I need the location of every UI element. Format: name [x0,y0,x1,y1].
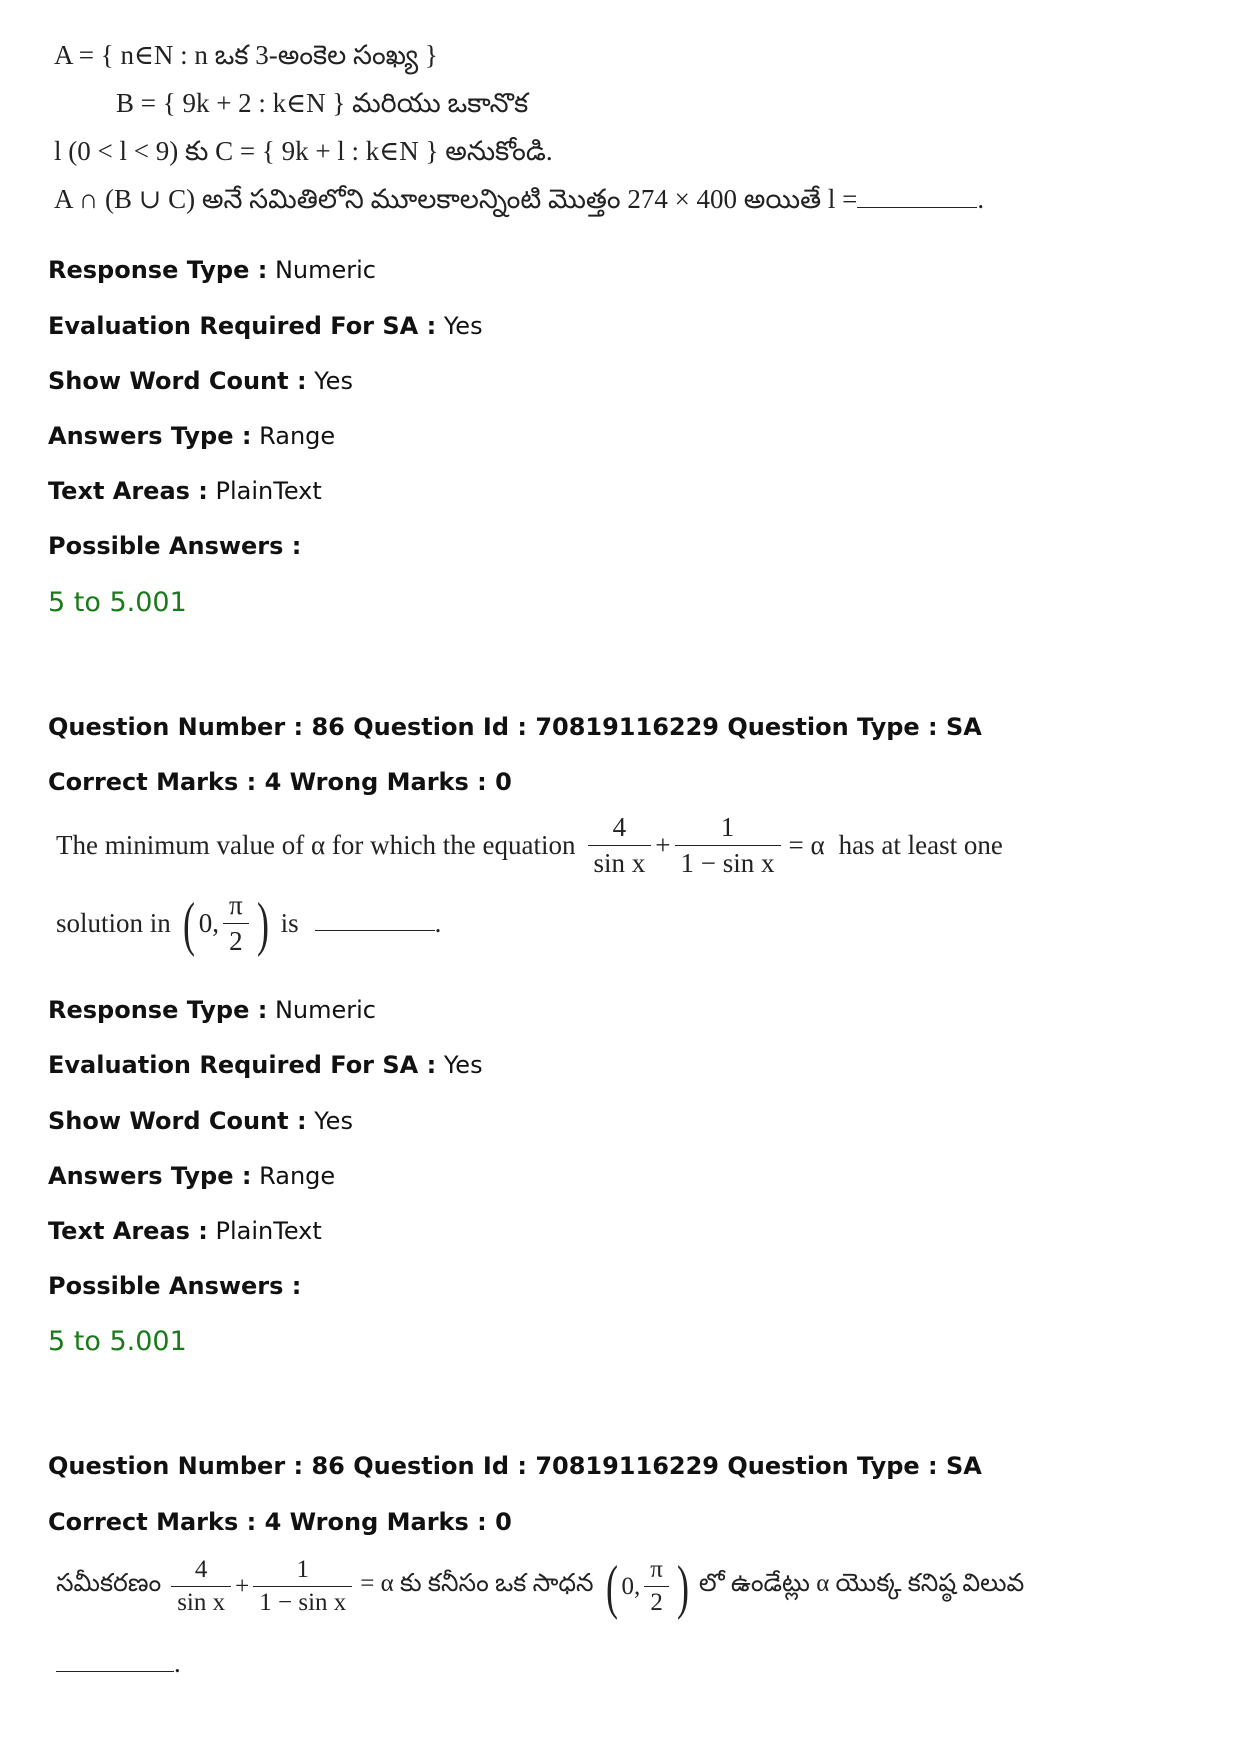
word-count-label: Show Word Count : [48,1107,307,1135]
response-type-label: Response Type : [48,996,268,1024]
fraction-numerator: 1 [675,812,781,846]
answers-type-value: Range [259,1162,336,1190]
possible-answers-label: Possible Answers : [48,532,302,560]
show-word-count-row [48,366,353,396]
question-statement-text: A ∩ (B ∪ C) అనే సమితిలోని మూలకాలన్నింటి మొత్తం 274 × 400 అయితే l = [54,184,858,214]
response-type-value: Numeric [274,996,376,1024]
question-marks: Correct Marks : 4 Wrong Marks : 0 [48,1508,512,1536]
response-type-label: Response Type : [48,256,268,284]
fraction-pi-over-two [644,1556,669,1617]
evaluation-required-row [48,1050,483,1080]
right-paren: ) [256,890,269,957]
text-areas-label: Text Areas : [48,1217,208,1245]
question-marks: Correct Marks : 4 Wrong Marks : 0 [48,768,512,796]
word-count-value: Yes [314,1107,353,1135]
interval-left-value: 0, [621,1572,641,1600]
word-count-value: Yes [314,367,353,395]
fraction-four-over-sinx [171,1556,231,1617]
telugu-question-end: లో ఉండేట్లు α యొక్క కనిష్ఠ విలువ [698,1569,1025,1597]
evaluation-label: Evaluation Required For SA : [48,312,437,340]
evaluation-label: Evaluation Required For SA : [48,1051,437,1079]
word-count-label: Show Word Count : [48,367,307,395]
response-type-row [48,255,376,285]
text-areas-value: PlainText [215,477,322,505]
fraction-one-over-one-minus-sinx [675,812,781,879]
answers-type-label: Answers Type : [48,422,252,450]
set-definition-a: A = { n∈N : n ఒక 3-అంకెల సంఖ్య } [54,40,438,70]
question-solution-text: solution in [56,908,171,938]
answer-blank [857,185,977,208]
open-interval [179,890,273,957]
fraction-pi-over-two [223,890,249,957]
right-paren: ) [676,1553,689,1620]
fraction-denominator: sin x [177,1589,226,1616]
fraction-denominator: 1 − sin x [680,848,775,878]
plus-sign: + [655,830,671,860]
text-areas-label: Text Areas : [48,477,208,505]
answer-blank [56,1653,174,1672]
answer-blank [315,916,435,931]
fraction-numerator: 4 [171,1556,231,1587]
text-areas-row [48,476,322,506]
possible-answers-label: Possible Answers : [48,1272,302,1300]
evaluation-value: Yes [443,312,483,340]
question-statement-line [54,184,984,222]
interval-left-value: 0, [198,908,219,938]
answers-type-row [48,421,335,451]
answers-type-value: Range [259,422,336,450]
telugu-question-line [56,1553,1025,1620]
question-header: Question Number : 86 Question Id : 70819116229 Question Type : SA [48,1452,982,1480]
evaluation-value: Yes [443,1051,483,1079]
fraction-one-over-one-minus-sinx [253,1556,352,1617]
response-type-row [48,995,376,1025]
question-is-text: is [280,908,299,938]
fraction-numerator: 4 [588,812,652,846]
fraction-denominator: 2 [650,1589,663,1616]
possible-answer-value: 5 to 5.001 [48,587,187,618]
left-paren: ( [605,1553,618,1620]
evaluation-required-row [48,311,483,341]
response-type-value: Numeric [274,256,376,284]
text-areas-row [48,1216,322,1246]
statement-period: . [174,1648,181,1678]
statement-period: . [434,908,442,938]
telugu-question-start: సమీకరణం [56,1569,162,1597]
plus-sign: + [235,1572,250,1600]
set-definition-c: l (0 < l < 9) కు C = { 9k + l : k∈N } అనుకోండి. [54,136,553,166]
possible-answers-row [48,531,301,561]
telugu-answer-blank-line [56,1648,181,1679]
question-interval-line [56,890,441,957]
question-header: Question Number : 86 Question Id : 70819116229 Question Type : SA [48,713,982,741]
equals-alpha: = α [788,830,825,860]
fraction-four-over-sinx [588,812,652,879]
answers-type-row [48,1161,335,1191]
left-paren: ( [182,890,195,957]
fraction-numerator: π [644,1556,669,1587]
possible-answer-value: 5 to 5.001 [48,1326,187,1357]
answers-type-label: Answers Type : [48,1162,252,1190]
show-word-count-row [48,1106,353,1136]
fraction-denominator: 2 [229,926,243,956]
question-equation-line [56,812,1003,879]
fraction-denominator: 1 − sin x [259,1589,347,1616]
fraction-numerator: π [223,890,249,924]
fraction-numerator: 1 [253,1556,352,1587]
question-text-end: has at least one [838,830,1003,860]
open-interval [602,1553,693,1620]
fraction-denominator: sin x [593,848,646,878]
text-areas-value: PlainText [215,1217,322,1245]
set-definition-b: B = { 9k + 2 : k∈N } మరియు ఒకానొక [116,88,529,118]
telugu-question-middle: = α కు కనీసం ఒక సాధన [360,1569,594,1597]
possible-answers-row [48,1271,301,1301]
question-text-start: The minimum value of α for which the equation [56,830,576,860]
statement-period: . [977,184,985,214]
